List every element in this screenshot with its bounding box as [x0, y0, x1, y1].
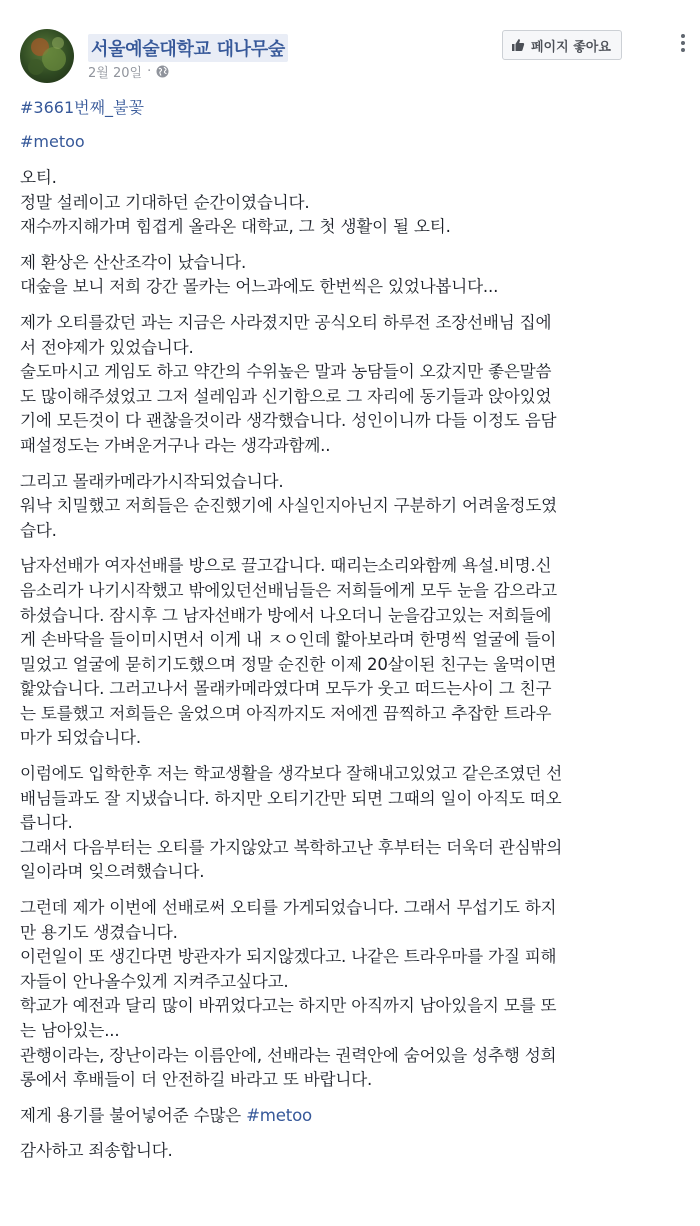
paragraph-line: 남자선배가 여자선배를 방으로 끌고갑니다. 때리는소리와함께 욕설.비명.신	[20, 556, 552, 576]
globe-icon[interactable]	[156, 65, 169, 78]
paragraph-line: 그리고 몰래카메라가시작되었습니다.	[20, 471, 284, 491]
paragraph-line: 제가 오티를갔던 과는 지금은 사라졌지만 공식오티 하루전 조장선배님 집에	[20, 312, 552, 332]
thumbs-up-icon	[511, 38, 525, 52]
paragraph-line: 마가 되었습니다.	[20, 728, 141, 748]
paragraph-line: 오티.	[20, 168, 57, 187]
like-page-button[interactable]	[502, 30, 622, 60]
paragraph-line: 술도마시고 게임도 하고 약간의 수위높은 말과 농담들이 오갔지만 좋은말씀	[20, 362, 552, 382]
paragraph-line: 관행이라는, 장난이라는 이름안에, 선배라는 권력안에 숨어있을 성추행 성희	[20, 1045, 557, 1065]
paragraph-line: 롱에서 후배들이 더 안전하길 바라고 또 바랍니다.	[20, 1070, 373, 1090]
paragraph-line: 워낙 치밀했고 저희들은 순진했기에 사실인지아닌지 구분하기 어려울정도였	[20, 496, 557, 516]
page-name-link[interactable]: 서울예술대학교 대나무숲	[88, 34, 288, 62]
post-paragraph	[20, 554, 686, 751]
post-header	[0, 0, 700, 92]
paragraph-line: 학교가 예전과 달리 많이 바뀌었다고는 하지만 아직까지 남아있을지 모를 또	[20, 996, 557, 1016]
paragraph-line: 는 토를했고 저희들은 울었으며 아직까지도 저에겐 끔찍하고 추잡한 트라우	[20, 703, 552, 723]
paragraph-line: 핥았습니다. 그러고나서 몰래카메라였다며 모두가 웃고 떠드는사이 그 친구	[20, 679, 552, 699]
post-body	[20, 166, 686, 1175]
post-paragraph	[20, 166, 686, 240]
paragraph-line: 는 남아있는...	[20, 1021, 120, 1040]
like-button-label: 페이지 좋아요	[531, 39, 611, 55]
paragraph-line: 릅니다.	[20, 813, 73, 833]
paragraph-line: 만 용기도 생겼습니다.	[20, 922, 178, 942]
post-paragraph	[20, 251, 686, 300]
post-meta	[88, 62, 169, 81]
paragraph-line: 정말 설레이고 기대하던 순간이였습니다.	[20, 192, 310, 212]
paragraph-line: 습다.	[20, 520, 57, 540]
meta-separator: ·	[147, 64, 152, 79]
metoo-line-text: 제게 용기를 불어넣어준 수많은	[20, 1105, 247, 1125]
paragraph-line: 이럼에도 입학한후 저는 학교생활을 생각보다 잘해내고있었고 같은조였던 선	[20, 764, 563, 784]
paragraph-line: 대숲을 보니 저희 강간 몰카는 어느과에도 한번씩은 있었나봅니다...	[20, 277, 499, 297]
paragraph-line: 밀었고 얼굴에 묻히기도했으며 정말 순진한 이제 20살이된 친구는 울먹이면	[20, 654, 557, 674]
post-paragraph	[20, 896, 686, 1093]
paragraph-line: 서 전야제가 있었습니다.	[20, 337, 194, 357]
post-date[interactable]: 2월 20일	[88, 66, 143, 81]
post-paragraph	[20, 470, 686, 544]
paragraph-line: 제 환상은 산산조각이 났습니다.	[20, 252, 247, 272]
paragraph-line: 배님들과도 잘 지냈습니다. 하지만 오티기간만 되면 그때의 일이 아직도 떠오	[20, 788, 562, 808]
hashtag-metoo-inline[interactable]: #metoo	[246, 1105, 312, 1125]
paragraph-line: 도 많이해주셨었고 그저 설레임과 신기함으로 그 자리에 동기들과 앉아있었	[20, 386, 552, 406]
paragraph-line: 재수까지해가며 힘겹게 올라온 대학교, 그 첫 생활이 될 오티.	[20, 217, 451, 237]
post-paragraph	[20, 762, 686, 885]
post-paragraph	[20, 311, 686, 459]
paragraph-line: 기에 모든것이 다 괜찮을것이라 생각했습니다. 성인이니까 다들 이정도 음담	[20, 411, 557, 431]
hashtag-post-number[interactable]: #3661번째_불꽃	[20, 98, 144, 117]
avatar-image-icon	[20, 29, 74, 83]
paragraph-line: 음소리가 나기시작했고 밖에있던선배님들은 저희들에게 모두 눈을 감으라고	[20, 580, 557, 600]
paragraph-line: 그래서 다음부터는 오티를 가지않았고 복학하고난 후부터는 더욱더 관심밖의	[20, 837, 563, 857]
post-hashtags	[20, 97, 144, 165]
metoo-line	[20, 1104, 686, 1129]
post-paragraphs	[20, 166, 686, 1093]
paragraph-line: 패설정도는 가벼운거구나 라는 생각과함께..	[20, 435, 331, 455]
paragraph-line: 일이라며 잊으려했습니다.	[20, 862, 205, 882]
paragraph-line: 게 손바닥을 들이미시면서 이게 내 ㅈㅇ인데 핥아보라며 한명씩 얼굴에 들이	[20, 630, 557, 650]
closing-line: 감사하고 죄송합니다.	[20, 1141, 173, 1161]
hashtag-metoo[interactable]: #metoo	[20, 132, 85, 151]
paragraph-line: 하셨습니다. 잠시후 그 남자선배가 방에서 나오더니 눈을감고있는 저희들에	[20, 605, 552, 625]
paragraph-line: 이런일이 또 생긴다면 방관자가 되지않겠다고. 나같은 트라우마를 가질 피해	[20, 947, 557, 967]
page-avatar[interactable]	[20, 29, 74, 83]
paragraph-line: 그런데 제가 이번에 선배로써 오티를 가게되었습니다. 그래서 무섭기도 하지	[20, 898, 557, 918]
more-options-icon[interactable]	[674, 34, 692, 52]
paragraph-line: 자들이 안나올수있게 지켜주고싶다고.	[20, 971, 289, 991]
